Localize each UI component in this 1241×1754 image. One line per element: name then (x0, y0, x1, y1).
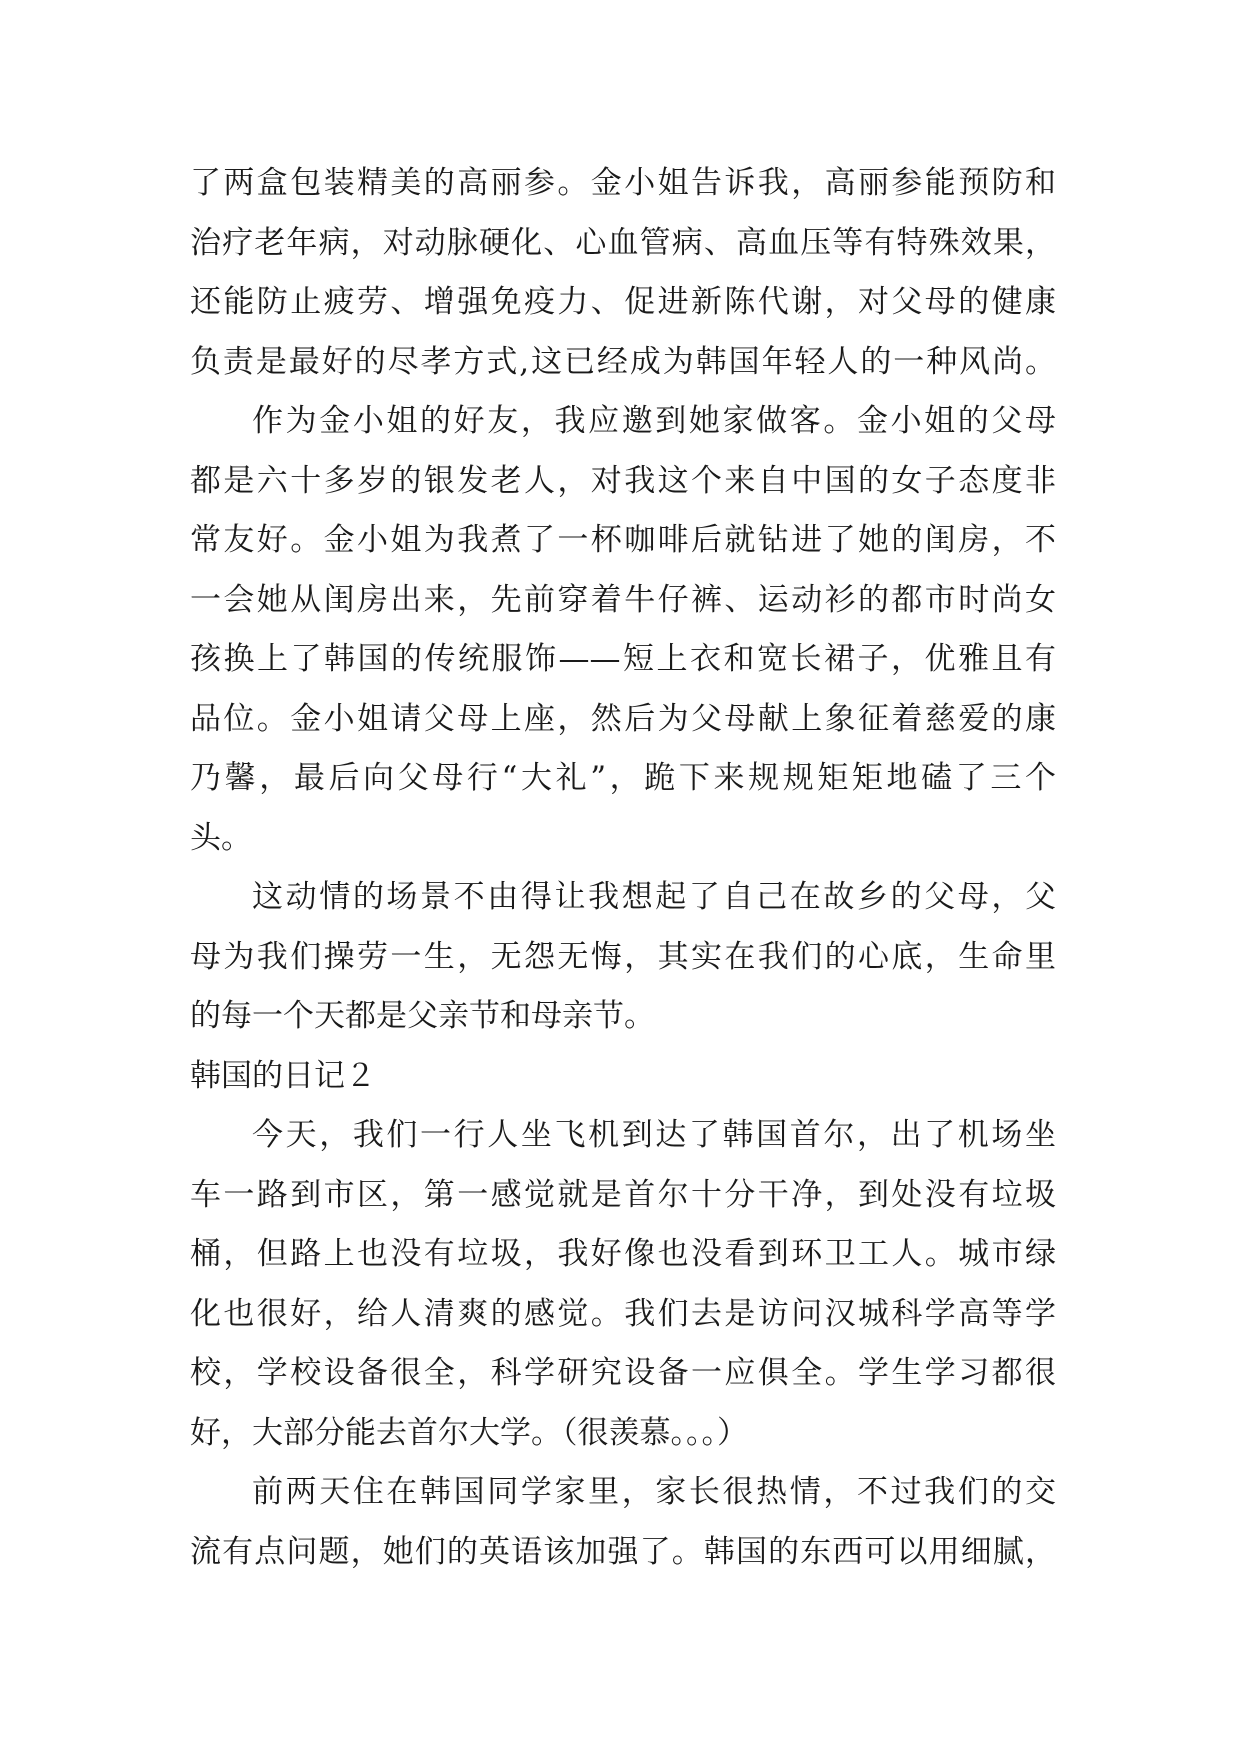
text-line: 常友好。金小姐为我煮了一杯咖啡后就钻进了她的闺房，不 (190, 522, 1056, 558)
text-line: 化也很好，给人清爽的感觉。我们去是访问汉城科学高等学 (190, 1295, 1056, 1332)
text-line: 负责是最好的尽孝方式,这已经成为韩国年轻人的一种风尚。 (190, 343, 1056, 380)
text-line: 这动情的场景不由得让我想起了自己在故乡的父母，父 (252, 879, 1056, 915)
text-line: 母为我们操劳一生，无怨无悔，其实在我们的心底，生命里 (190, 938, 1056, 975)
heading-text: 韩国的日记２ (190, 1057, 376, 1094)
text-line: 都是六十多岁的银发老人，对我这个来自中国的女子态度非 (190, 462, 1056, 499)
text-line: 治疗老年病，对动脉硬化、心血管病、高血压等有特殊效果， (190, 224, 1056, 261)
paragraph (190, 154, 1056, 392)
text-line: 桶，但路上也没有垃圾，我好像也没看到环卫工人。城市绿 (190, 1236, 1056, 1272)
text-line: 今天，我们一行人坐飞机到达了韩国首尔，出了机场坐 (252, 1117, 1056, 1153)
text-line: 校，学校设备很全，科学研究设备一应俱全。学生学习都很 (190, 1355, 1056, 1391)
document-body (190, 154, 1056, 1582)
text-line: 了两盒包装精美的高丽参。金小姐告诉我，高丽参能预防和 (190, 165, 1056, 201)
text-line: 流有点问题，她们的英语该加强了。韩国的东西可以用细腻， (190, 1533, 1056, 1570)
text-line: 前两天住在韩国同学家里，家长很热情，不过我们的交 (252, 1474, 1056, 1510)
paragraph (190, 1106, 1056, 1463)
text-line: 好，大部分能去首尔大学。（很羡慕。。。） (190, 1414, 748, 1451)
text-line: 乃馨，最后向父母行“大礼”，跪下来规规矩矩地磕了三个 (190, 760, 1056, 796)
section-heading (190, 1047, 1056, 1107)
text-line: 车一路到市区，第一感觉就是首尔十分干净，到处没有垃圾 (190, 1176, 1056, 1213)
text-line: 作为金小姐的好友，我应邀到她家做客。金小姐的父母 (252, 403, 1056, 439)
text-line: 还能防止疲劳、增强免疫力、促进新陈代谢，对父母的健康 (190, 284, 1056, 320)
paragraph (190, 392, 1056, 868)
paragraph (190, 1463, 1056, 1582)
paragraph (190, 868, 1056, 1047)
text-line: 一会她从闺房出来，先前穿着牛仔裤、运动衫的都市时尚女 (190, 581, 1056, 618)
text-line: 头。 (190, 819, 252, 856)
text-line: 品位。金小姐请父母上座，然后为父母献上象征着慈爱的康 (190, 700, 1056, 737)
text-line: 的每一个天都是父亲节和母亲节。 (190, 998, 655, 1034)
text-line: 孩换上了韩国的传统服饰——短上衣和宽长裙子，优雅且有 (190, 641, 1056, 677)
